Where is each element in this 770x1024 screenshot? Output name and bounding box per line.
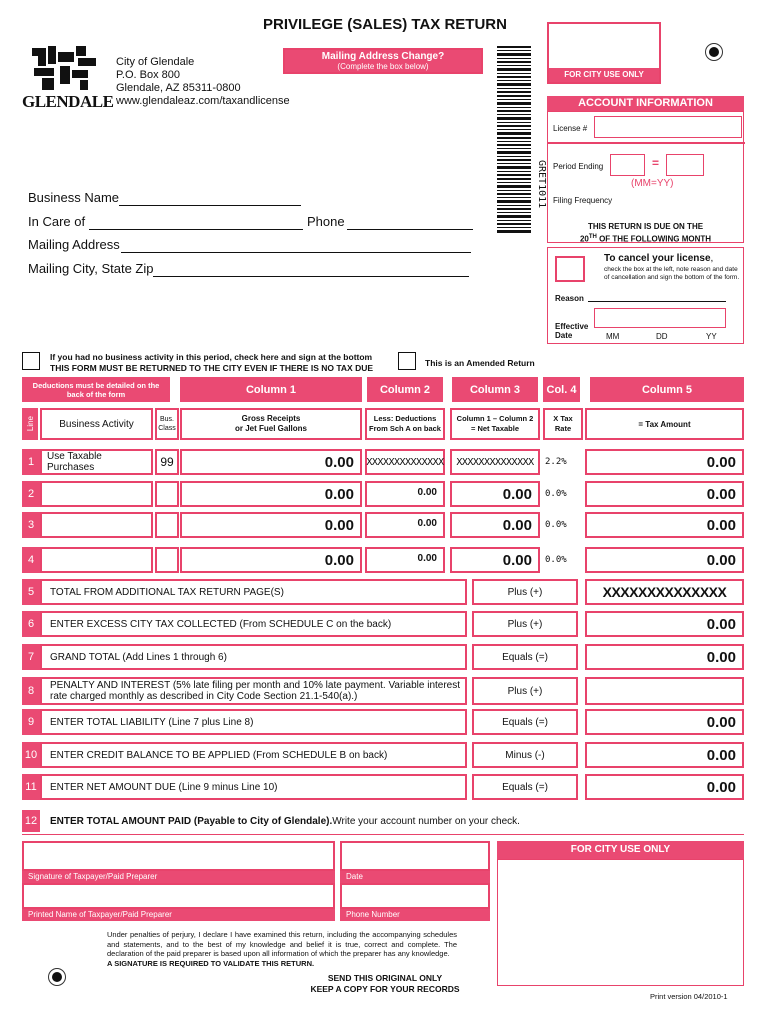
bus-class-1: Bus.: [159, 416, 174, 423]
due-sup: TH: [588, 234, 597, 240]
period-separator: =: [652, 156, 660, 170]
date-input[interactable]: [340, 841, 490, 871]
total-row-label: GRAND TOTAL (Add Lines 1 through 6): [40, 644, 467, 670]
date-label: Date: [340, 871, 490, 883]
city-use-bottom-header: FOR CITY USE ONLY: [497, 841, 744, 859]
city-use-top-label: FOR CITY USE ONLY: [549, 68, 659, 82]
bus-class-input[interactable]: 99: [155, 449, 179, 475]
phone-number-label: Phone Number: [340, 909, 490, 921]
amended-label: This is an Amended Return: [425, 358, 535, 368]
total-row-label: TOTAL FROM ADDITIONAL TAX RETURN PAGE(S): [40, 579, 467, 605]
send-note: [280, 973, 490, 995]
address-line-3: Glendale, AZ 85311-0800: [116, 82, 241, 94]
glendale-logo-icon: [20, 42, 108, 126]
gross-2: or Jet Fuel Gallons: [234, 424, 307, 433]
mailing-change-subtitle: (Complete the box below): [337, 62, 429, 71]
bus-class-input[interactable]: [155, 512, 179, 538]
total-row-operator: Plus (+): [472, 677, 578, 705]
bus-class-header: [155, 408, 179, 440]
glendale-logo: [20, 42, 114, 126]
business-activity-input[interactable]: [40, 481, 153, 507]
effective-label-2: Date: [555, 331, 573, 340]
gross-receipts-input[interactable]: 0.00: [180, 547, 362, 573]
line-12-number: 12: [22, 810, 40, 832]
divider: [548, 142, 745, 144]
business-name-line[interactable]: [119, 205, 301, 206]
mailing-address-line[interactable]: [121, 252, 471, 253]
total-row-operator: Equals (=): [472, 709, 578, 735]
due-line-2: [548, 232, 743, 245]
cancel-license-checkbox[interactable]: [555, 256, 585, 282]
total-row-number: 8: [22, 677, 40, 705]
total-row-number: 10: [22, 742, 40, 768]
total-row-number: 6: [22, 611, 40, 637]
barcode-code: GRET1011: [536, 160, 547, 209]
tax-amount-value: 0.00: [585, 547, 744, 573]
gross-receipts-input[interactable]: 0.00: [180, 481, 362, 507]
column-1-header: Column 1: [180, 377, 362, 402]
no-activity-line-1: If you had no business activity in this period, check here and sign at the bottom: [50, 352, 373, 362]
total-row-operator: Minus (-): [472, 742, 578, 768]
net-taxable-value: 0.00: [450, 481, 540, 507]
total-row-operator: Plus (+): [472, 579, 578, 605]
total-row-label: PENALTY AND INTEREST (5% late filing per month and 10% late payment. Variable interest rate charged monthly as described in City Code Section 21.1-540(a).): [40, 677, 467, 705]
net-2: = Net Taxable: [470, 424, 519, 433]
column-3-header: Column 3: [452, 377, 538, 402]
phone-number-input[interactable]: [340, 883, 490, 909]
row-number: 2: [22, 481, 40, 507]
line-12-divider: [22, 834, 744, 835]
perjury-text: Under penalties of perjury, I declare I have examined this return, including the accompanying schedules and statements, and to the best of my knowledge and belief it is true, correct and complete. The declaration of the paid preparer is based upon all information of which the preparer has any knowledge.: [107, 930, 457, 958]
no-activity-note: [50, 352, 373, 374]
line-header: [22, 408, 38, 440]
gross-receipts-header: [180, 408, 362, 440]
tax-rate-value: 0.0%: [545, 555, 567, 565]
period-month-input[interactable]: [610, 154, 645, 176]
print-version: Print version 04/2010-1: [650, 992, 728, 1001]
phone-line[interactable]: [347, 229, 473, 230]
net-taxable-value: 0.00: [450, 512, 540, 538]
reason-label: Reason: [555, 294, 584, 303]
row-number: 3: [22, 512, 40, 538]
mailing-change-box[interactable]: [283, 48, 483, 74]
phone-label: Phone: [307, 214, 345, 229]
printed-name-input[interactable]: [22, 883, 335, 909]
deductions-input[interactable]: 0.00: [365, 512, 445, 538]
city-address: [116, 56, 290, 108]
deductions-header: [365, 408, 445, 440]
line-12-bold: ENTER TOTAL AMOUNT PAID (Payable to City of Glendale).: [50, 815, 333, 827]
total-row-operator: Plus (+): [472, 611, 578, 637]
row-number: 1: [22, 449, 40, 475]
total-row-value[interactable]: 0.00: [585, 774, 744, 800]
due-line-1: THIS RETURN IS DUE ON THE: [587, 222, 704, 231]
signature-label: Signature of Taxpayer/Paid Preparer: [22, 871, 335, 883]
column-5-header: Column 5: [590, 377, 744, 402]
no-activity-checkbox[interactable]: [22, 352, 40, 370]
registration-mark-bottom: [48, 968, 66, 986]
column-2-header: Column 2: [367, 377, 443, 402]
total-row-value[interactable]: 0.00: [585, 644, 744, 670]
net-1: Column 1 – Column 2: [456, 414, 534, 423]
effective-date-input[interactable]: [594, 308, 726, 328]
tax-amount-header: = Tax Amount: [585, 408, 744, 440]
cancel-license-box: [547, 247, 744, 344]
total-row-number: 9: [22, 709, 40, 735]
due-rest: OF THE FOLLOWING MONTH: [596, 234, 712, 244]
column-4-header: Col. 4: [543, 377, 580, 402]
gross-receipts-input[interactable]: 0.00: [180, 512, 362, 538]
tax-rate-value: 0.0%: [545, 489, 567, 499]
net-taxable-value: 0.00: [450, 547, 540, 573]
mailing-city-line[interactable]: [153, 276, 469, 277]
effective-yy: YY: [706, 332, 717, 341]
address-line-2: P.O. Box 800: [116, 69, 181, 81]
cancel-title-comma: ,: [710, 253, 714, 264]
due-date-note: [548, 222, 743, 245]
tax-rate-value: 0.0%: [545, 520, 567, 530]
effective-date-label: [555, 322, 588, 340]
signature-input[interactable]: [22, 841, 335, 871]
total-row-label: ENTER EXCESS CITY TAX COLLECTED (From SCHEDULE C on the back): [40, 611, 467, 637]
deductions-note: Deductions must be detailed on the back of the form: [22, 377, 170, 402]
account-info-box: [547, 111, 744, 243]
rate-1: X Tax: [553, 414, 573, 423]
logo-text: GLENDALE: [22, 92, 114, 111]
total-row-operator: Equals (=): [472, 644, 578, 670]
barcode: [497, 46, 531, 234]
total-row-value[interactable]: 0.00: [585, 709, 744, 735]
period-year-input[interactable]: [666, 154, 704, 176]
total-row-value[interactable]: [585, 677, 744, 705]
total-row-number: 11: [22, 774, 40, 800]
license-input[interactable]: [594, 116, 742, 138]
filing-frequency-label: Filing Frequency: [553, 196, 613, 205]
perjury-statement: [107, 930, 457, 968]
deductions-input[interactable]: 0.00: [365, 481, 445, 507]
total-row-value[interactable]: 0.00: [585, 742, 744, 768]
address-line-1: City of Glendale: [116, 56, 195, 68]
amended-checkbox[interactable]: [398, 352, 416, 370]
total-row-value[interactable]: XXXXXXXXXXXXXX: [585, 579, 744, 605]
line-header-text: Line: [25, 416, 35, 432]
due-day: 20: [579, 234, 589, 244]
total-row-number: 7: [22, 644, 40, 670]
mailing-change-title: Mailing Address Change?: [321, 51, 445, 62]
registration-mark-top: [705, 43, 723, 61]
line-12-rest: Write your account number on your check.: [332, 815, 520, 827]
city-use-top-box: [547, 22, 661, 84]
business-activity-input[interactable]: [40, 512, 153, 538]
city-use-bottom-box: [497, 859, 744, 986]
gross-1: Gross Receipts: [241, 414, 301, 423]
address-website: www.glendaleaz.com/taxandlicense: [116, 95, 290, 107]
cancel-title-text: To cancel your license: [604, 253, 711, 264]
gross-receipts-input[interactable]: 0.00: [180, 449, 362, 475]
send-original: SEND THIS ORIGINAL ONLY: [327, 973, 443, 983]
signature-required: A SIGNATURE IS REQUIRED TO VALIDATE THIS RETURN.: [107, 958, 315, 968]
business-activity-input[interactable]: [40, 547, 153, 573]
deductions-input[interactable]: 0.00: [365, 547, 445, 573]
total-row-operator: Equals (=): [472, 774, 578, 800]
tax-rate-value: 2.2%: [545, 457, 567, 467]
total-row-label: ENTER TOTAL LIABILITY (Line 7 plus Line 8): [40, 709, 467, 735]
no-activity-line-2: THIS FORM MUST BE RETURNED TO THE CITY EVEN IF THERE IS NO TAX DUE: [50, 363, 374, 373]
total-row-number: 5: [22, 579, 40, 605]
line-12-label: [50, 810, 520, 832]
net-taxable-value: XXXXXXXXXXXXXX: [450, 449, 540, 475]
care-of-line[interactable]: [89, 229, 303, 230]
cancel-instructions: check the box at the left, note reason and date of cancellation and sign the bottom of the form.: [604, 266, 740, 281]
less-1: Less: Deductions: [373, 414, 437, 423]
effective-dd: DD: [656, 332, 668, 341]
effective-label-1: Effective: [555, 322, 589, 331]
keep-copy: KEEP A COPY FOR YOUR RECORDS: [310, 984, 460, 994]
form-title: PRIVILEGE (SALES) TAX RETURN: [263, 16, 507, 33]
bus-class-input[interactable]: [155, 481, 179, 507]
row-number: 4: [22, 547, 40, 573]
mailing-city-label: Mailing City, State Zip: [28, 261, 154, 276]
account-info-header: ACCOUNT INFORMATION: [547, 96, 744, 111]
less-2: From Sch A on back: [369, 424, 441, 433]
period-ending-label: Period Ending: [553, 162, 604, 171]
cancel-title: [604, 253, 713, 264]
business-activity-input[interactable]: Use Taxable Purchases: [40, 449, 153, 475]
net-taxable-header: [450, 408, 540, 440]
license-label: License #: [553, 124, 588, 133]
tax-amount-value: 0.00: [585, 481, 744, 507]
mailing-address-label: Mailing Address: [28, 237, 120, 252]
bus-class-2: Class: [158, 425, 176, 432]
total-row-value[interactable]: 0.00: [585, 611, 744, 637]
effective-mm: MM: [606, 332, 620, 341]
tax-rate-header: [543, 408, 583, 440]
care-of-label: In Care of: [28, 214, 86, 229]
business-activity-header: Business Activity: [40, 408, 153, 440]
rate-2: Rate: [554, 424, 572, 433]
period-format: (MM=YY): [631, 178, 674, 189]
reason-line[interactable]: [588, 301, 726, 302]
deductions-input[interactable]: XXXXXXXXXXXXXX: [365, 449, 445, 475]
business-name-label: Business Name: [28, 190, 120, 205]
tax-amount-value: 0.00: [585, 512, 744, 538]
total-row-label: ENTER NET AMOUNT DUE (Line 9 minus Line 10): [40, 774, 467, 800]
printed-name-label: Printed Name of Taxpayer/Paid Preparer: [22, 909, 335, 921]
tax-amount-value: 0.00: [585, 449, 744, 475]
bus-class-input[interactable]: [155, 547, 179, 573]
total-row-label: ENTER CREDIT BALANCE TO BE APPLIED (From SCHEDULE B on back): [40, 742, 467, 768]
